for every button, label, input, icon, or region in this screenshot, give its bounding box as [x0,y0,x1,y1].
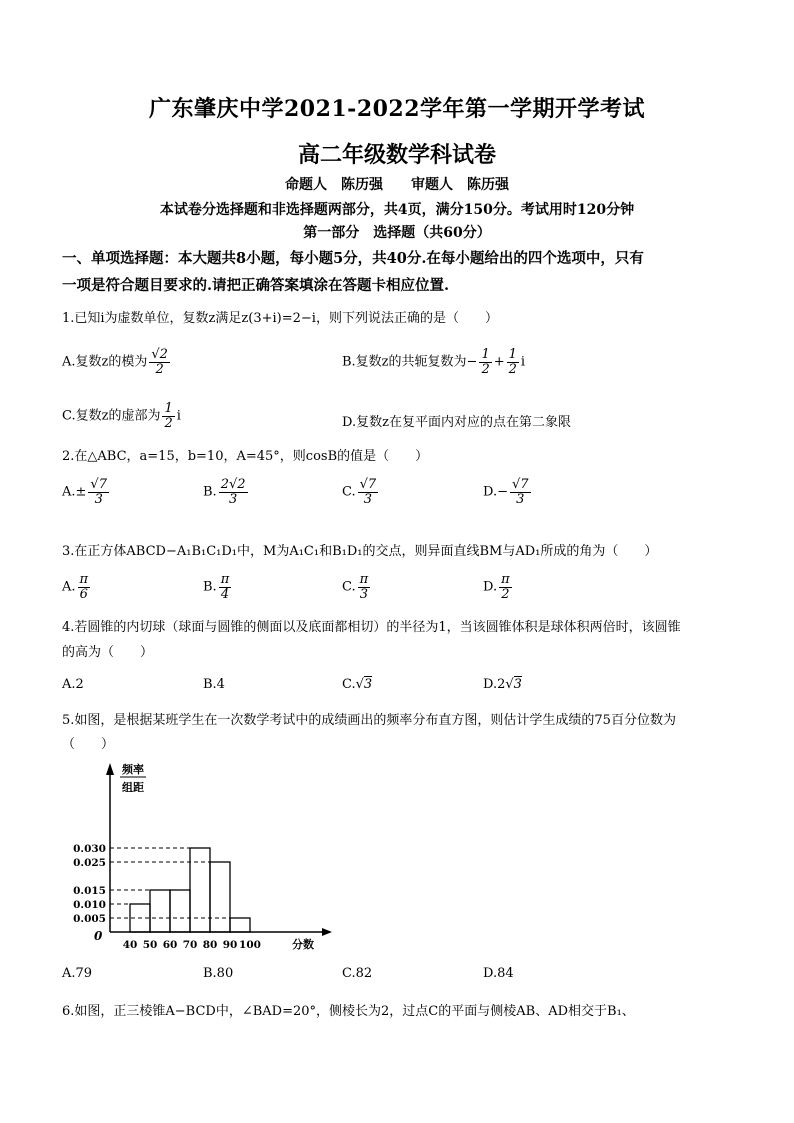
q3-option-d [483,573,514,601]
q3-c-den: 3 [359,586,369,602]
q3-option-a [62,573,92,601]
q4-option-a: A.2 [62,677,84,692]
q2-a-den: 3 [94,491,103,507]
q3-b-num: π [220,572,230,587]
q6-stem: 6.如图，正三棱锥A−BCD中，∠BAD=20°，侧棱长为2，过点C的平面与侧棱AB、AD相交于B₁、 [62,1004,635,1019]
q4-option-c: C.√3 [342,677,373,692]
y-axis-arrow [106,763,114,775]
y-tick-label: 0.015 [73,885,106,897]
q3-a-label: A. [62,579,76,595]
q1-a-fraction [149,348,170,376]
q1-a-label: A.复数z的模为 [62,354,148,370]
q2-option-b [203,478,250,506]
q1-option-b [342,348,525,376]
q1-c-den: 2 [164,415,173,431]
q4-option-b: B.4 [203,677,225,692]
q5-option-a: A.79 [62,966,93,981]
exam-title: 广东肇庆中学2021-2022学年第一学期开学考试 [148,96,646,122]
q3-option-b [203,573,233,601]
x-tick-label: 50 [142,939,158,951]
x-tick-label: 70 [182,939,198,951]
section-heading-line1: 一、单项选择题：本大题共8小题，每小题5分，共40分.在每小题给出的四个选项中，只有 [62,250,644,267]
q2-d-num: √7 [511,477,529,492]
q2-b-fraction [219,478,248,506]
q2-option-c [342,478,380,506]
y-axis-label-top: 频率 [122,763,144,776]
x-tick-label: 80 [202,939,218,951]
q1-a-den: 2 [155,361,164,377]
histogram-bar [170,890,190,932]
q1-b-i: i [520,354,526,370]
origin-label: 0 [94,929,103,943]
q1-b-den1: 2 [481,361,490,377]
q1-b-num2: 1 [508,347,517,362]
q3-d-fraction [499,573,512,601]
q3-d-den: 2 [501,586,510,602]
q5-option-d: D.84 [483,966,514,981]
x-tick-label: 40 [122,939,138,951]
q1-b-den2: 2 [508,361,517,377]
q5-stem-line2: （ ） [62,737,115,752]
q1-c-i: i [176,408,181,424]
q2-option-a [62,478,111,506]
y-tick-label: 0.025 [73,857,106,869]
histogram-bar [190,848,210,932]
q5-option-b: B.80 [203,966,234,981]
q2-stem: 2.在△ABC，a=15，b=10，A=45°，则cosB的值是（ ） [62,449,429,464]
q2-b-label: B. [203,484,217,500]
x-axis-label: 分数 [292,938,314,951]
q1-c-fraction [162,402,174,430]
q3-b-fraction [219,573,232,601]
q2-c-label: C. [342,484,356,500]
q4-stem-line1: 4.若圆锥的内切球（球面与圆锥的侧面以及底面都相切）的半径为1，当该圆锥体积是球体积两倍时，该圆锥 [62,620,681,635]
q1-a-num: √2 [151,347,168,362]
q4-option-d: D.2√3 [483,677,522,692]
part-heading: 第一部分 选择题（共60分） [303,225,491,241]
q2-c-fraction [358,478,379,506]
q1-stem: 1.已知i为虚数单位，复数z满足z(3+i)=2−i，则下列说法正确的是（ ） [62,311,498,326]
q2-d-label: D.− [483,484,508,500]
y-tick-label: 0.010 [73,899,106,911]
q4-c-label: C. [342,677,356,692]
q1-b-label: B.复数z的共轭复数为− [342,354,478,370]
q2-b-num: 2√2 [220,477,246,492]
q3-c-num: π [359,572,369,587]
q2-d-den: 3 [516,491,525,507]
x-axis-arrow [322,928,332,936]
x-tick-label: 100 [239,939,261,951]
exam-subtitle: 高二年级数学科试卷 [297,142,496,168]
exam-info-line: 本试卷分选择题和非选择题两部分，共4页，满分150分。考试用时120分钟 [159,202,635,218]
authors-line: 命题人 陈历强 审题人 陈历强 [285,177,509,193]
q2-c-num: √7 [359,477,377,492]
q3-a-den: 6 [79,586,88,602]
q3-option-c [342,573,372,601]
q3-a-fraction [78,573,91,601]
q5-stem-line1: 5.如图，是根据某班学生在一次数学考试中的成绩画出的频率分布直方图，则估计学生成绩的75百分位数为 [62,713,676,728]
q2-a-num: √7 [90,477,107,492]
q1-b-fraction-1 [479,348,491,376]
q2-b-den: 3 [228,491,238,507]
q4-d-radicand: 3 [513,677,522,692]
q4-c-radicand: 3 [363,677,373,692]
q2-option-d [483,478,533,506]
q3-c-label: C. [342,579,356,595]
q3-b-label: B. [203,579,217,595]
histogram-bar [150,890,170,932]
histogram-bar [230,918,250,932]
histogram-bar [210,862,230,932]
x-tick-label: 90 [222,939,238,951]
q3-d-num: π [501,572,510,587]
q1-option-d: D.复数z在复平面内对应的点在第二象限 [342,415,571,430]
q4-stem-line2: 的高为（ ） [62,645,154,660]
q2-a-fraction [88,478,109,506]
q1-b-fraction-2 [507,348,519,376]
q2-a-label: A.± [62,484,87,500]
q2-d-fraction [510,478,531,506]
y-tick-label: 0.005 [73,913,106,925]
q1-c-num: 1 [164,401,173,416]
q1-b-plus: + [493,354,505,370]
q3-b-den: 4 [220,586,230,602]
q3-stem: 3.在正方体ABCD−A₁B₁C₁D₁中，M为A₁C₁和B₁D₁的交点，则异面直线BM与AD₁所成的角为（ ） [62,544,658,559]
q1-option-c [62,402,181,430]
q1-c-label: C.复数z的虚部为 [62,408,161,424]
q2-c-den: 3 [363,491,373,507]
q1-option-a [62,348,172,376]
y-tick-label: 0.030 [73,843,106,855]
q1-b-num1: 1 [481,347,490,362]
q3-d-label: D. [483,579,498,595]
q4-d-label: D.2 [483,677,506,692]
y-axis-label-bottom: 组距 [122,781,144,794]
frequency-histogram [60,755,340,955]
x-tick-label: 60 [162,939,178,951]
section-heading-line2: 一项是符合题目要求的.请把正确答案填涂在答题卡相应位置. [62,277,450,294]
q3-a-num: π [79,572,89,587]
q5-option-c: C.82 [342,966,373,981]
q3-c-fraction [358,573,371,601]
